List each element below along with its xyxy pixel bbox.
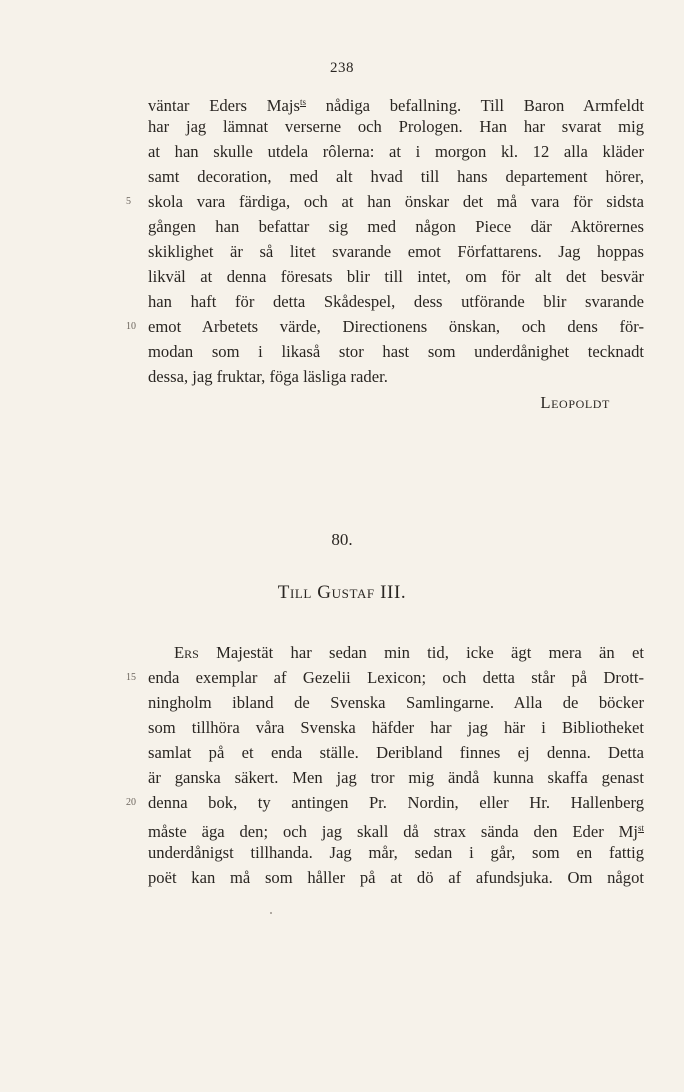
text-line: Ers Majestät har sedan min tid, icke ägt mera än et [174,643,644,662]
text-line: emot Arbetets värde, Directionens önskan, och dens för- [148,317,644,336]
text-line: dessa, jag fruktar, föga läsliga rader. [148,367,388,386]
letter-number: 80. [331,530,353,549]
text-line: at han skulle utdela rôlerna: at i morgon kl. 12 alla kläder [148,142,644,161]
text-line: likväl at denna föresats blir till intet, om för alt det besvär [148,267,644,286]
text-line: han haft för detta Skådespel, dess utförande blir svarande [148,292,644,311]
text-line: skiklighet är så litet svarande emot Författarens. Jag hoppas [148,242,644,261]
text-line: är ganska säkert. Men jag tror mig ändå kunna skaffa genast [148,768,644,787]
line-number: 20 [126,797,136,808]
line-number: 5 [126,196,131,207]
paper-speck [270,912,272,914]
text-line: denna bok, ty antingen Pr. Nordin, eller Hr. Hallenberg [148,793,644,812]
text-line: skola vara färdiga, och at han önskar det må vara för sidsta [148,192,644,211]
text-line: samt decoration, med alt hvad till hans departement hörer, [148,167,644,186]
line-number: 10 [126,321,136,332]
text-line: måste äga den; och jag skall då strax sända den Eder $Mj^{st}$ [148,822,644,841]
text-line: ningholm ibland de Svenska Samlingarne. Alla de böcker [148,693,644,712]
text-line: underdånigst tillhanda. Jag mår, sedan i går, som en fattig [148,843,644,862]
text-line: samlat på et enda ställe. Deribland finnes ej denna. Detta [148,743,644,762]
text-line: har jag lämnat verserne och Prologen. Han har svarat mig [148,117,644,136]
text-line: väntar Eders Majs$^{ts}$ nådiga befallning. Till Baron Armfeldt [148,96,644,115]
text-line: poët kan må som håller på at dö af afundsjuka. Om något [148,868,644,887]
text-line: som tillhöra våra Svenska häfder har jag här i Bibliotheket [148,718,644,737]
signature: Leopoldt [540,393,610,412]
text-line: gången han befattar sig med någon Piece där Aktörernes [148,217,644,236]
text-line: modan som i likaså stor hast som underdånighet tecknadt [148,342,644,361]
line-number: 15 [126,672,136,683]
text-line: enda exemplar af Gezelii Lexicon; och detta står på Drott- [148,668,644,687]
page-number: 238 [330,60,354,76]
letter-heading: Till Gustaf III. [277,582,407,603]
